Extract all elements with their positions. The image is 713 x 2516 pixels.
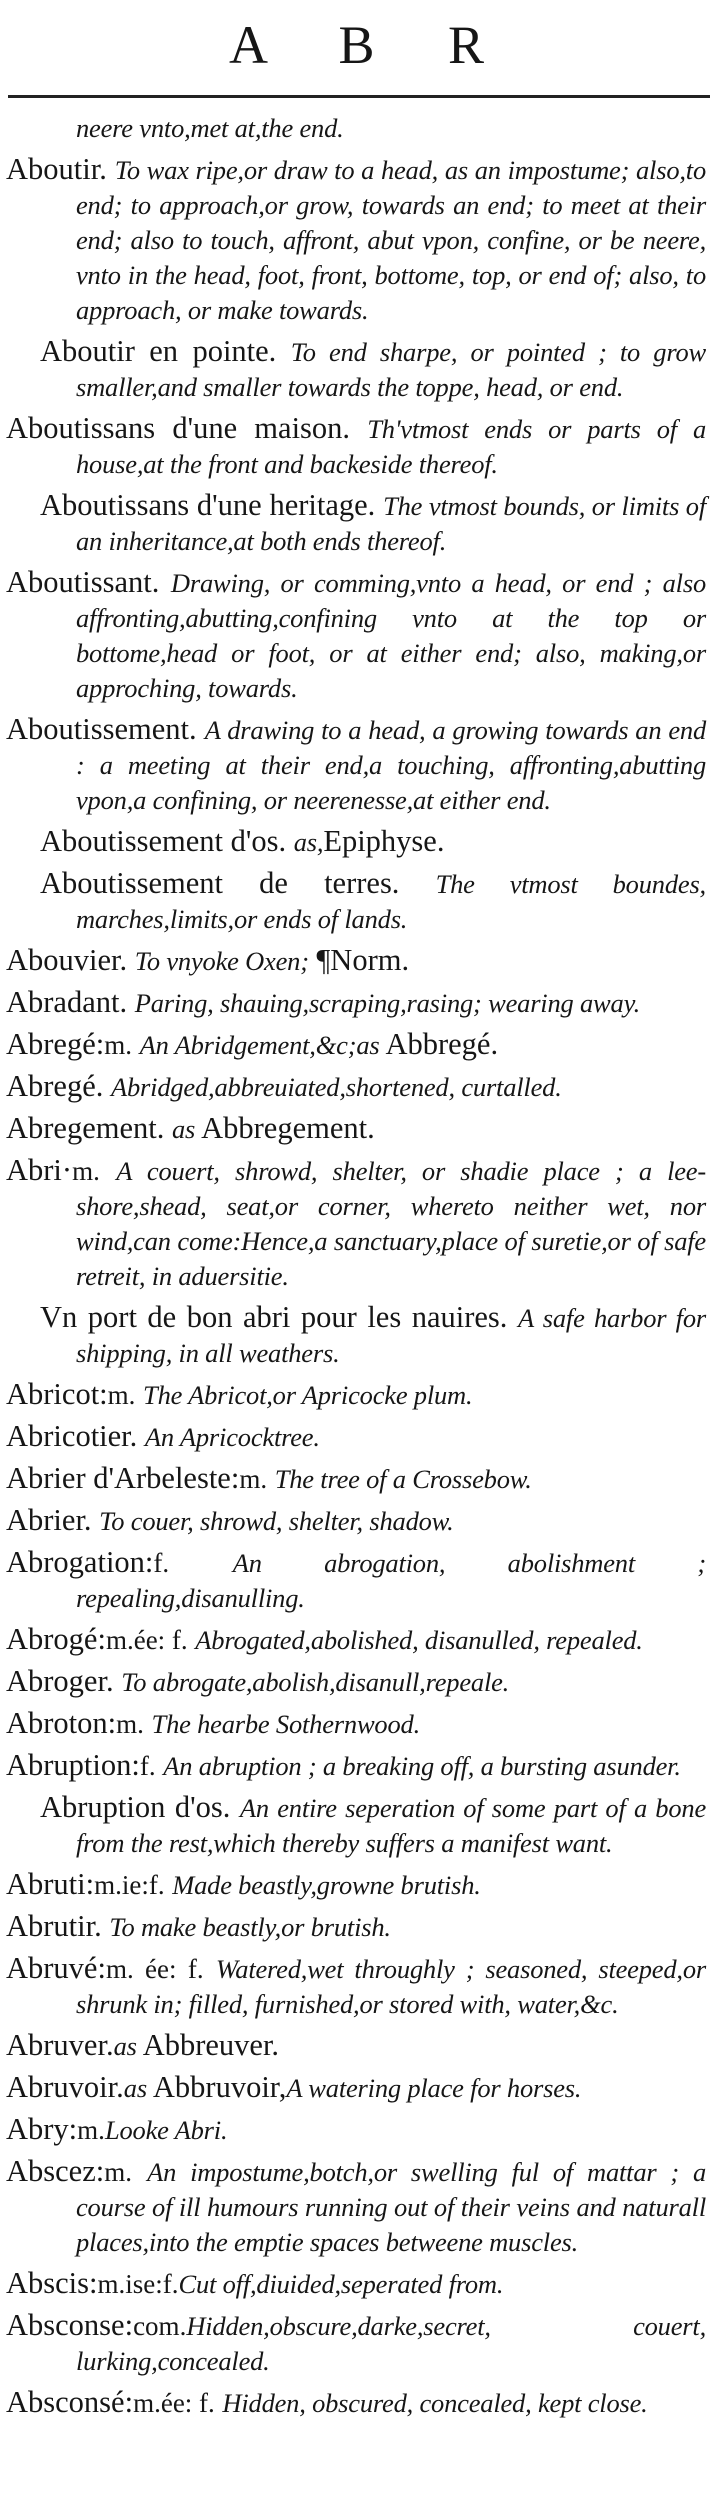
entry-abruve <box>6 1951 706 2021</box>
definition: A drawing to a head, a growing towards an end : a meeting at their end,a touching, affronting,abutting vpon,a confining, or neerenesse,at either end. <box>76 715 706 815</box>
headword: Abry: <box>6 2112 78 2146</box>
definition: An Apricocktree. <box>144 1422 320 1452</box>
cross-reference: Abbregement. <box>201 1111 375 1145</box>
entry-abscis <box>6 2266 706 2301</box>
headword: Abruption: <box>6 1748 140 1782</box>
entry-abricot <box>6 1377 706 1412</box>
entry-abroton <box>6 1706 706 1741</box>
entry-absconse-adj <box>6 2385 706 2420</box>
region-note: ¶Norm. <box>316 943 410 977</box>
entry-aboutissant <box>6 565 706 705</box>
grammar: f. <box>153 1548 170 1578</box>
definition: The tree of a Crossebow. <box>274 1464 532 1494</box>
definition: as <box>123 2073 147 2103</box>
entry-aboutissement-os <box>6 824 706 859</box>
header-rule <box>8 95 710 98</box>
definition: Hidden,obscure,darke,secret, couert, lurking,concealed. <box>76 2311 706 2376</box>
definition: Watered,wet throughly ; seasoned, steeped,or shrunk in; filled, furnished,or stored with, water,&c. <box>76 1954 706 2019</box>
grammar: m.ée: f. <box>133 2388 215 2418</box>
definition: To make beastly,or brutish. <box>109 1912 391 1942</box>
entry-aboutir <box>6 152 706 327</box>
headword: Abruvoir. <box>6 2070 124 2104</box>
entry-abrier <box>6 1503 706 1538</box>
headword: Abri· <box>6 1153 73 1187</box>
definition: To end sharpe, or pointed ; to grow smaller,and smaller towards the toppe, head, or end. <box>76 337 706 402</box>
grammar: m. <box>77 2115 105 2145</box>
headword: Abscis: <box>6 2266 98 2300</box>
headword: Abricotier. <box>6 1419 138 1453</box>
entry-abrege-noun <box>6 1027 706 1062</box>
entry-abouvier <box>6 943 706 978</box>
grammar: m.ie:f. <box>94 1870 165 1900</box>
definition: To abrogate,abolish,disanull,repeale. <box>121 1667 510 1697</box>
definition: To vnyoke Oxen; <box>134 946 309 976</box>
grammar: m. <box>239 1464 268 1494</box>
definition: Th'vtmost ends or parts of a house,at the front and backeside thereof. <box>76 414 706 479</box>
grammar: m. <box>107 1380 136 1410</box>
definition: Looke Abri. <box>104 2115 228 2145</box>
entry-abruvoir <box>6 2070 706 2105</box>
headword: Abouvier. <box>6 943 128 977</box>
cross-reference: Abbruvoir, <box>152 2070 287 2104</box>
entry-abrogation <box>6 1545 706 1615</box>
definition-continued: A watering place for horses. <box>286 2073 582 2103</box>
definition: An impostume,botch,or swelling ful of mattar ; a course of ill humours running out of their veins and naturall places,into the emptie spaces betweene muscles. <box>76 2157 706 2257</box>
headword: Aboutissement de terres. <box>40 866 400 900</box>
headword: Aboutissans d'une heritage. <box>40 488 376 522</box>
entry-abrege-adj <box>6 1069 706 1104</box>
definition: Made beastly,growne brutish. <box>172 1870 481 1900</box>
headword: Abruption d'os. <box>40 1790 231 1824</box>
definition: The vtmost boundes, marches,limits,or ends of lands. <box>76 869 706 934</box>
cross-reference: Abbreuver. <box>142 2028 280 2062</box>
headword: Aboutir en pointe. <box>40 334 277 368</box>
headword: Aboutir. <box>6 152 107 186</box>
entry-abruti <box>6 1867 706 1902</box>
grammar: m. <box>104 1030 132 1060</box>
headword: Absconsé: <box>6 2385 134 2419</box>
entry-aboutissans-maison <box>6 411 706 481</box>
headword: Abrier d'Arbeleste: <box>6 1461 240 1495</box>
definition: The vtmost bounds, or limits of an inheritance,at both ends thereof. <box>76 491 706 556</box>
entry-abricotier <box>6 1419 706 1454</box>
entry-abri <box>6 1153 706 1293</box>
definition: The Abricot,or Apricocke plum. <box>143 1380 473 1410</box>
entry-aboutissement <box>6 712 706 817</box>
definition: A safe harbor for shipping, in all weathers. <box>76 1303 707 1368</box>
entry-abroge <box>6 1622 706 1657</box>
grammar: m. <box>104 2157 132 2187</box>
grammar: m. <box>72 1156 100 1186</box>
cross-reference: Epiphyse. <box>323 824 445 858</box>
definition: An entire seperation of some part of a bone from the rest,which thereby suffers a manifest want. <box>76 1793 707 1858</box>
headword: Abrogation: <box>6 1545 154 1579</box>
headword: Abrogé: <box>6 1622 106 1656</box>
headword: Abscez: <box>6 2154 105 2188</box>
headword: Abroger. <box>6 1664 114 1698</box>
grammar: f. <box>139 1751 156 1781</box>
entry-absconse <box>6 2308 706 2378</box>
entries-column <box>6 110 706 2427</box>
grammar: m. <box>116 1709 144 1739</box>
definition: neere vnto,met at,the end. <box>76 113 344 143</box>
definition: as <box>113 2031 137 2061</box>
headword: Abregement. <box>6 1111 165 1145</box>
headword: Abruver. <box>6 2028 114 2062</box>
entry-aboutir-en-pointe <box>6 334 706 404</box>
headword: Absconse: <box>6 2308 134 2342</box>
entry-abrier-arbeleste <box>6 1461 706 1496</box>
headword: Aboutissant. <box>6 565 160 599</box>
headword: Aboutissement d'os. <box>40 824 287 858</box>
definition: A couert, shrowd, shelter, or shadie place ; a lee-shore,shead, seat,or corner, whereto neither wet, nor wind,can come:Hence,a sanctuary,place of suretie,or of safe retreit, in aduersitie. <box>76 1156 706 1291</box>
headword: Abricot: <box>6 1377 108 1411</box>
definition: Cut off,diuided,seperated from. <box>178 2269 504 2299</box>
headword: Abroton: <box>6 1706 117 1740</box>
definition: Hidden, obscured, concealed, kept close. <box>222 2388 648 2418</box>
continued-entry <box>6 110 706 145</box>
entry-abry <box>6 2112 706 2147</box>
entry-aboutissans-heritage <box>6 488 706 558</box>
definition: An abrogation, abolishment ; repealing,disanulling. <box>76 1548 706 1613</box>
running-head: A B R <box>228 15 515 75</box>
headword: Aboutissans d'une maison. <box>6 411 351 445</box>
entry-abradant <box>6 985 706 1020</box>
headword: Aboutissement. <box>6 712 197 746</box>
definition: The hearbe Sothernwood. <box>151 1709 421 1739</box>
definition: Abridged,abbreuiated,shortened, curtalled. <box>111 1072 562 1102</box>
definition: as <box>172 1114 196 1144</box>
definition: To wax ripe,or draw to a head, as an impostume; also,to end; to approach,or grow, towards an end; to meet at their end; also to touch, affront, abut vpon, confine, or be neere, vnto in the head, foot, front, bottome, top, or end of; also, to approach, or make towards. <box>76 155 707 325</box>
headword: Abrutir. <box>6 1909 102 1943</box>
definition: Abrogated,abolished, disanulled, repealed. <box>195 1625 643 1655</box>
definition: An abruption ; a breaking off, a bursting asunder. <box>163 1751 681 1781</box>
entry-abscez <box>6 2154 706 2259</box>
grammar: m. ée: f. <box>105 1954 204 1984</box>
headword: Abradant. <box>6 985 128 1019</box>
headword: Abregé: <box>6 1027 105 1061</box>
entry-abruver <box>6 2028 706 2063</box>
headword: Abrier. <box>6 1503 92 1537</box>
definition: Drawing, or comming,vnto a head, or end ; also affronting,abutting,confining vnto at the top or bottome,head or foot, or at either end; also, making,or approching, towards. <box>76 568 707 703</box>
entry-abregement <box>6 1111 706 1146</box>
entry-abrutir <box>6 1909 706 1944</box>
definition: An Abridgement,&c;as <box>139 1030 380 1060</box>
grammar: m.ée: f. <box>105 1625 188 1655</box>
entry-abruption-os <box>6 1790 706 1860</box>
headword: Abruvé: <box>6 1951 106 1985</box>
headword: Abregé. <box>6 1069 104 1103</box>
grammar: com. <box>133 2311 187 2341</box>
definition: Paring, shauing,scraping,rasing; wearing away. <box>134 988 641 1018</box>
headword: Vn port de bon abri pour les nauires. <box>40 1300 508 1334</box>
headword: Abruti: <box>6 1867 95 1901</box>
definition: as, <box>293 827 324 857</box>
definition: To couer, shrowd, shelter, shadow. <box>99 1506 454 1536</box>
grammar: m.ise:f. <box>97 2269 179 2299</box>
entry-abroger <box>6 1664 706 1699</box>
entry-aboutissement-terres <box>6 866 706 936</box>
cross-reference: Abbregé. <box>385 1027 499 1061</box>
entry-abruption <box>6 1748 706 1783</box>
entry-port-abri <box>6 1300 706 1370</box>
